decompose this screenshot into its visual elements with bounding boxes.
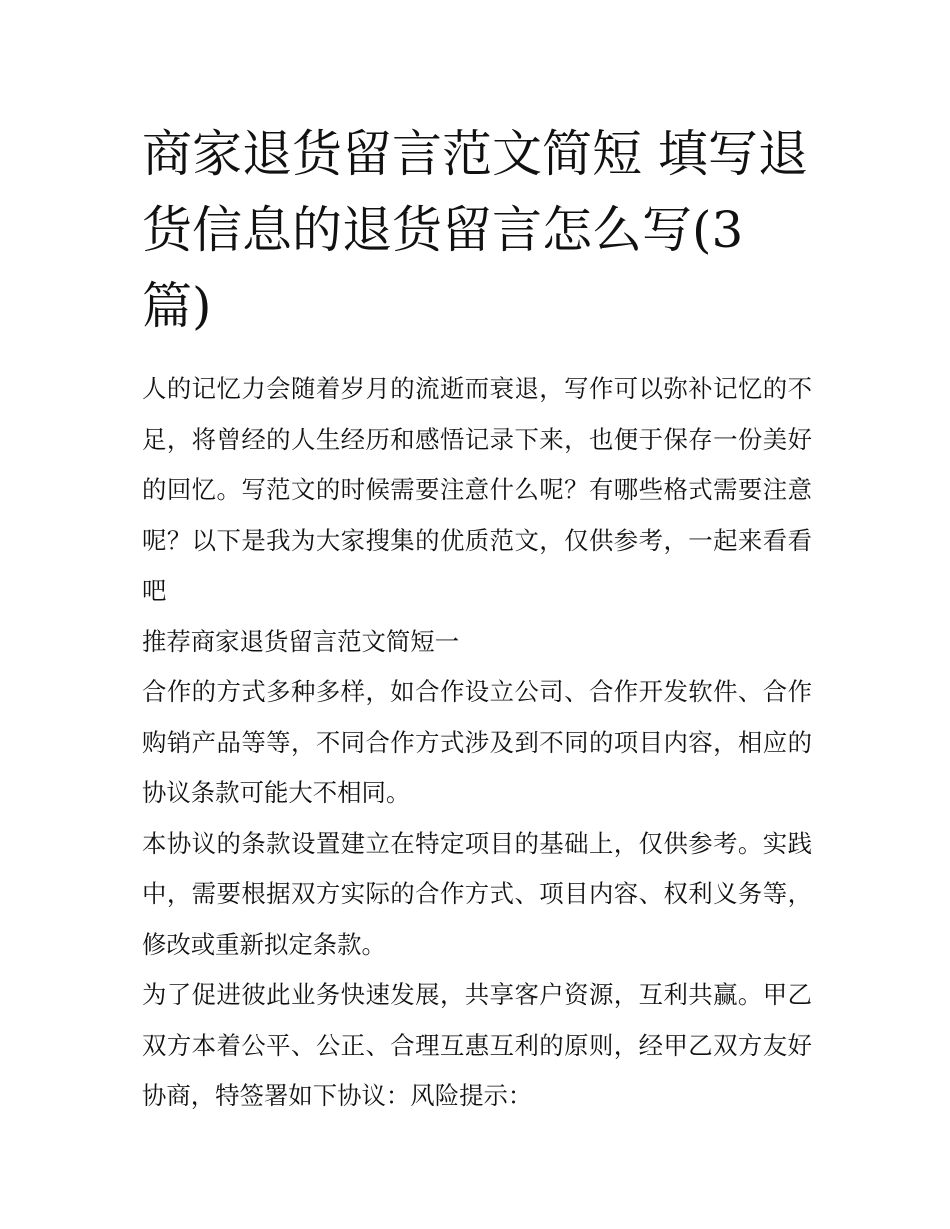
section-heading: 推荐商家退货留言范文简短一 [142,626,460,656]
document-page [142,116,812,1122]
body-paragraph: 合作的方式多种多样，如合作设立公司、合作开发软件、合作购销产品等等，不同合作方式涉及到不同的项目内容，相应的协议条款可能大不相同。 [142,677,812,807]
intro-paragraph: 人的记忆力会随着岁月的流逝而衰退，写作可以弥补记忆的不足，将曾经的人生经历和感悟记录下来，也便于保存一份美好的回忆。写范文的时候需要注意什么呢？有哪些格式需要注意呢？以下是我为大家搜集的优质范文，仅供参考，一起来看看吧 [142,374,812,605]
document-title: 商家退货留言范文简短 填写退货信息的退货留言怎么写(3篇) [142,125,808,335]
body-paragraph: 本协议的条款设置建立在特定项目的基础上，仅供参考。实践中，需要根据双方实际的合作方式、项目内容、权利义务等，修改或重新拟定条款。 [142,828,812,959]
body-paragraph: 为了促进彼此业务快速发展，共享客户资源，互利共赢。甲乙双方本着公平、公正、合理互惠互利的原则，经甲乙双方友好协商，特签署如下协议：风险提示： [142,980,812,1110]
